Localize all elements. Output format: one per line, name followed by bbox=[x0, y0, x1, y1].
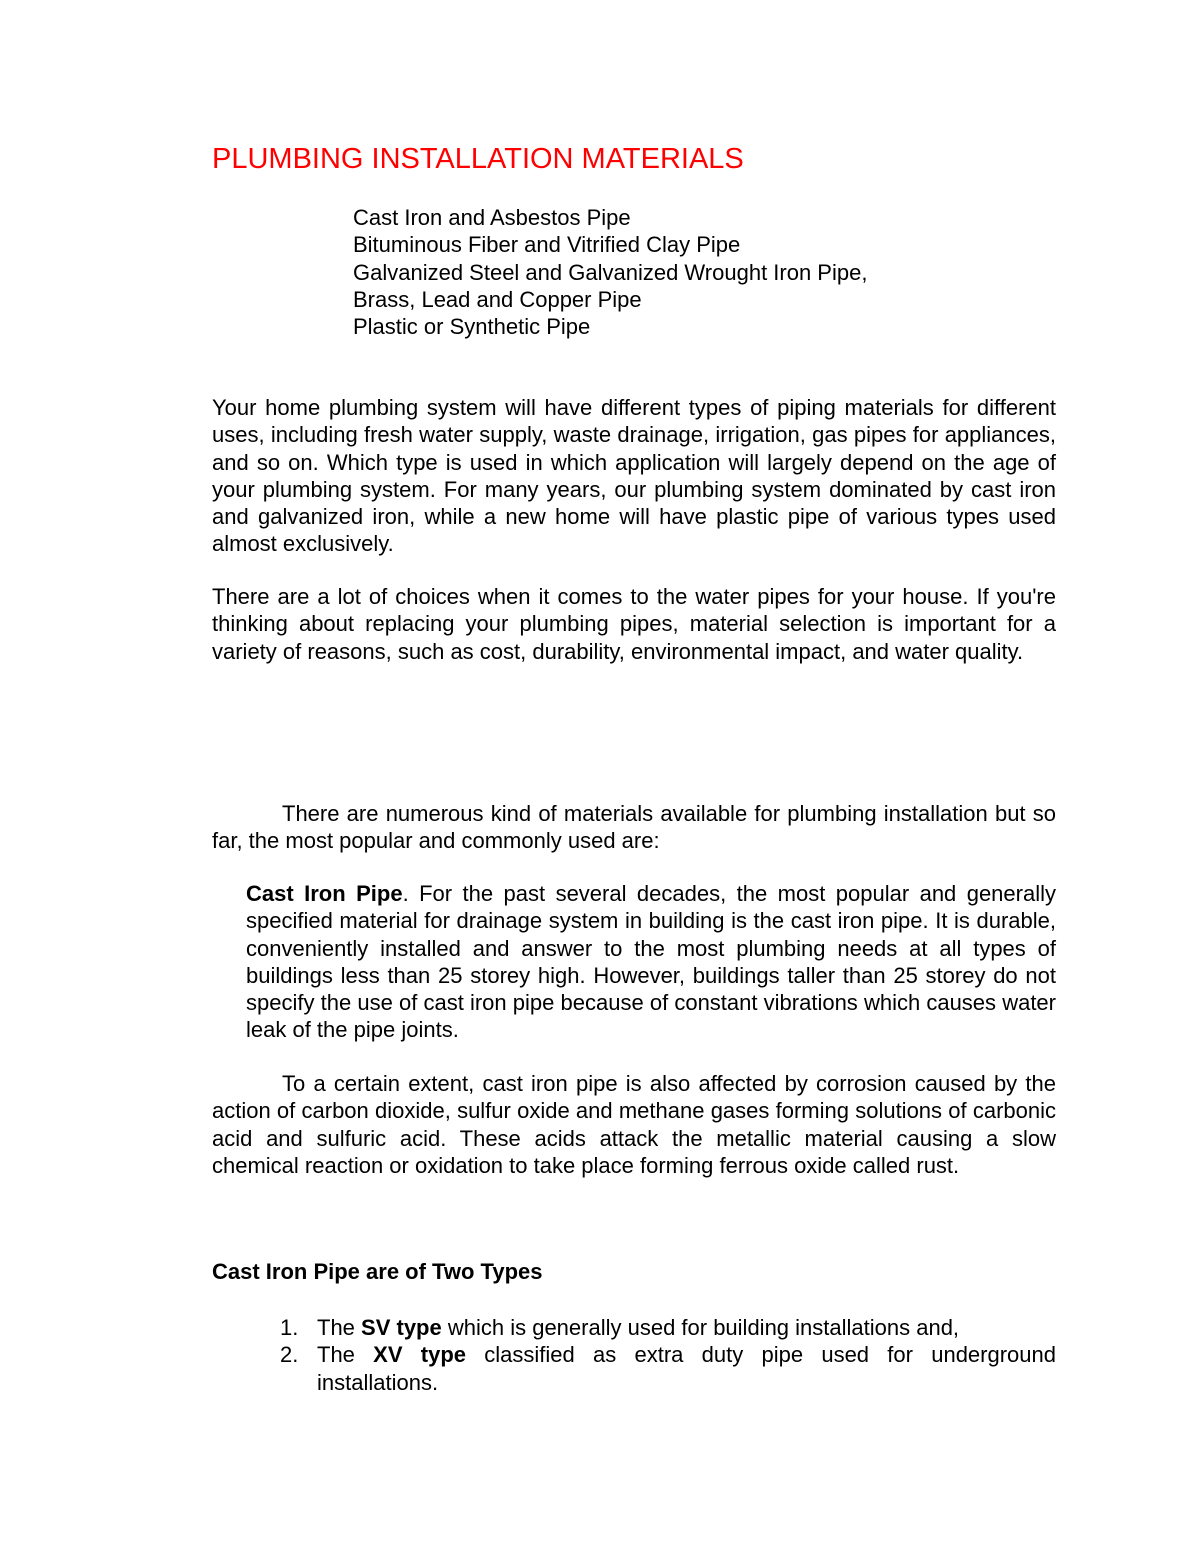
types-list-item bbox=[280, 1314, 1056, 1341]
choices-paragraph: There are a lot of choices when it comes to the water pipes for your house. If you're thinking about replacing your plumbing pipes, material selection is important for a variety of reasons, such as cost, durability, environmental impact, and water quality. bbox=[212, 584, 1056, 664]
type-term: XV type bbox=[373, 1342, 467, 1368]
list-number: 1. bbox=[280, 1315, 299, 1340]
materials-list-item: Plastic or Synthetic Pipe bbox=[353, 314, 591, 340]
materials-list-item: Brass, Lead and Copper Pipe bbox=[353, 286, 642, 312]
type-term: SV type bbox=[361, 1315, 442, 1340]
page-title: PLUMBING INSTALLATION MATERIALS bbox=[212, 143, 744, 175]
types-list bbox=[280, 1314, 1056, 1396]
types-list-item bbox=[280, 1341, 1056, 1396]
cast-iron-description: . For the past several decades, the most popular and generally specified material for drainage system in building is the cast iron pipe. It is durable, conveniently installed and answer to the most plumbing needs at all types of buildings less than 25 storey high. However, buildings taller than 25 storey do not specify the use of cast iron pipe because of constant vibrations which causes water leak of the pipe joints. bbox=[246, 881, 1056, 1043]
cast-iron-term: Cast Iron Pipe bbox=[246, 881, 403, 906]
type-text-pre: The bbox=[317, 1315, 362, 1340]
list-number: 2. bbox=[280, 1342, 299, 1368]
type-text-post: classified as extra duty pipe used for underground installations. bbox=[317, 1342, 1056, 1395]
corrosion-paragraph: To a certain extent, cast iron pipe is also affected by corrosion caused by the action of carbon dioxide, sulfur oxide and methane gases forming solutions of carbonic acid and sulfuric acid. These acids attack the metallic material causing a slow chemical reaction or oxidation to take place forming ferrous oxide called rust. bbox=[212, 1071, 1056, 1178]
materials-list bbox=[353, 204, 867, 340]
materials-list-item: Bituminous Fiber and Vitrified Clay Pipe bbox=[353, 232, 741, 258]
type-text-pre: The bbox=[317, 1342, 374, 1368]
intro-paragraph: Your home plumbing system will have different types of piping materials for different uses, including fresh water supply, waste drainage, irrigation, gas pipes for appliances, and so on. Which type is used in which application will largely depend on the age of your plumbing system. For many years, our plumbing system dominated by cast iron and galvanized iron, while a new home will have plastic pipe of various types used almost exclusively. bbox=[212, 395, 1056, 557]
type-text-post: which is generally used for building installations and, bbox=[441, 1315, 960, 1340]
materials-list-item: Cast Iron and Asbestos Pipe bbox=[353, 205, 631, 230]
materials-list-item: Galvanized Steel and Galvanized Wrought Iron Pipe, bbox=[353, 259, 868, 285]
materials-intro-paragraph: There are numerous kind of materials available for plumbing installation but so far, the most popular and commonly used are: bbox=[212, 801, 1056, 854]
cast-iron-paragraph bbox=[246, 880, 1056, 1044]
types-heading: Cast Iron Pipe are of Two Types bbox=[212, 1259, 543, 1284]
